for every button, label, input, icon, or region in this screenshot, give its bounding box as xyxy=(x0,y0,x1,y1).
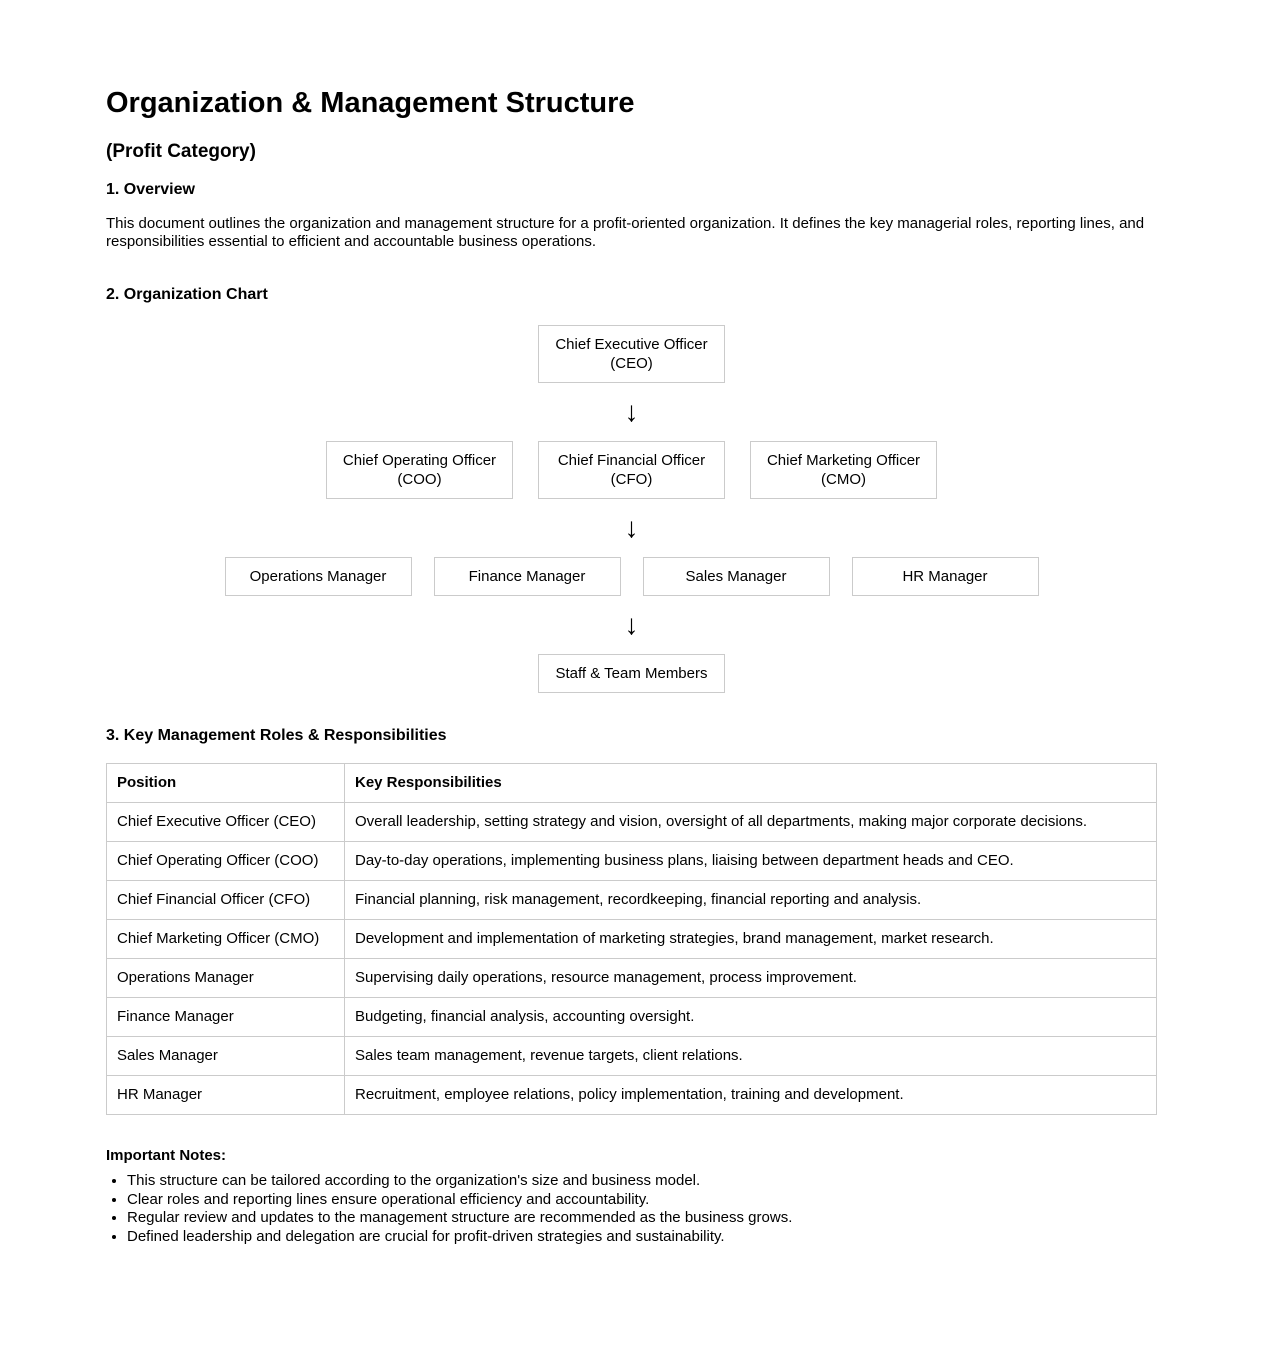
cell-responsibilities: Budgeting, financial analysis, accounting oversight. xyxy=(345,998,1157,1037)
org-box-cmo: Chief Marketing Officer (CMO) xyxy=(750,441,937,499)
org-box-ceo: Chief Executive Officer (CEO) xyxy=(538,325,725,383)
org-box-finance-manager: Finance Manager xyxy=(434,557,621,596)
cell-position: Chief Executive Officer (CEO) xyxy=(107,803,345,842)
col-header-position: Position xyxy=(107,764,345,803)
cell-responsibilities: Development and implementation of marketing strategies, brand management, market research. xyxy=(345,920,1157,959)
note-item: • Clear roles and reporting lines ensure operational efficiency and accountability. xyxy=(127,1191,1157,1210)
table-header-row xyxy=(107,764,1157,803)
org-chart-level-4 xyxy=(106,654,1157,693)
table-row xyxy=(107,998,1157,1037)
down-arrow-icon: ↓ xyxy=(624,609,639,640)
org-box-operations-manager: Operations Manager xyxy=(225,557,412,596)
page-subtitle: (Profit Category) xyxy=(106,141,256,162)
note-item: • Defined leadership and delegation are crucial for profit-driven strategies and sustainability. xyxy=(127,1228,1157,1247)
roles-table xyxy=(106,763,1157,1115)
overview-heading: 1. Overview xyxy=(106,181,195,198)
cell-responsibilities: Financial planning, risk management, recordkeeping, financial reporting and analysis. xyxy=(345,881,1157,920)
cell-responsibilities: Supervising daily operations, resource management, process improvement. xyxy=(345,959,1157,998)
cell-position: Finance Manager xyxy=(107,998,345,1037)
table-row xyxy=(107,959,1157,998)
org-chart-level-2 xyxy=(106,441,1157,499)
notes-heading: Important Notes: xyxy=(106,1147,226,1164)
table-row xyxy=(107,1076,1157,1115)
org-box-sales-manager: Sales Manager xyxy=(643,557,830,596)
note-item: • Regular review and updates to the management structure are recommended as the business grows. xyxy=(127,1209,1157,1228)
cell-responsibilities: Sales team management, revenue targets, client relations. xyxy=(345,1037,1157,1076)
cell-responsibilities: Day-to-day operations, implementing business plans, liaising between department heads and CEO. xyxy=(345,842,1157,881)
org-chart-heading: 2. Organization Chart xyxy=(106,286,268,303)
org-chart-level-1 xyxy=(106,325,1157,383)
org-box-coo: Chief Operating Officer (COO) xyxy=(326,441,513,499)
cell-position: HR Manager xyxy=(107,1076,345,1115)
org-chart-level-3 xyxy=(106,557,1157,596)
org-box-hr-manager: HR Manager xyxy=(852,557,1039,596)
org-box-staff: Staff & Team Members xyxy=(538,654,725,693)
col-header-responsibilities: Key Responsibilities xyxy=(345,764,1157,803)
notes-list xyxy=(106,1172,1157,1246)
cell-responsibilities: Overall leadership, setting strategy and vision, oversight of all departments, making major corporate decisions. xyxy=(345,803,1157,842)
cell-position: Operations Manager xyxy=(107,959,345,998)
cell-position: Sales Manager xyxy=(107,1037,345,1076)
down-arrow-icon: ↓ xyxy=(624,512,639,543)
page-title: Organization & Management Structure xyxy=(106,87,635,119)
table-row xyxy=(107,1037,1157,1076)
org-box-cfo: Chief Financial Officer (CFO) xyxy=(538,441,725,499)
org-chart xyxy=(106,325,1157,693)
table-row xyxy=(107,803,1157,842)
table-row xyxy=(107,920,1157,959)
cell-responsibilities: Recruitment, employee relations, policy implementation, training and development. xyxy=(345,1076,1157,1115)
overview-paragraph: This document outlines the organization and management structure for a profit-oriented organization. It defines the key managerial roles, reporting lines, and responsibilities essential to efficient and accountable business operations. xyxy=(106,215,1145,250)
table-row xyxy=(107,842,1157,881)
cell-position: Chief Marketing Officer (CMO) xyxy=(107,920,345,959)
note-item: • This structure can be tailored according to the organization's size and business model. xyxy=(127,1172,1157,1191)
cell-position: Chief Operating Officer (COO) xyxy=(107,842,345,881)
cell-position: Chief Financial Officer (CFO) xyxy=(107,881,345,920)
down-arrow-icon: ↓ xyxy=(624,396,639,427)
table-row xyxy=(107,881,1157,920)
roles-table-heading: 3. Key Management Roles & Responsibilities xyxy=(106,727,447,744)
